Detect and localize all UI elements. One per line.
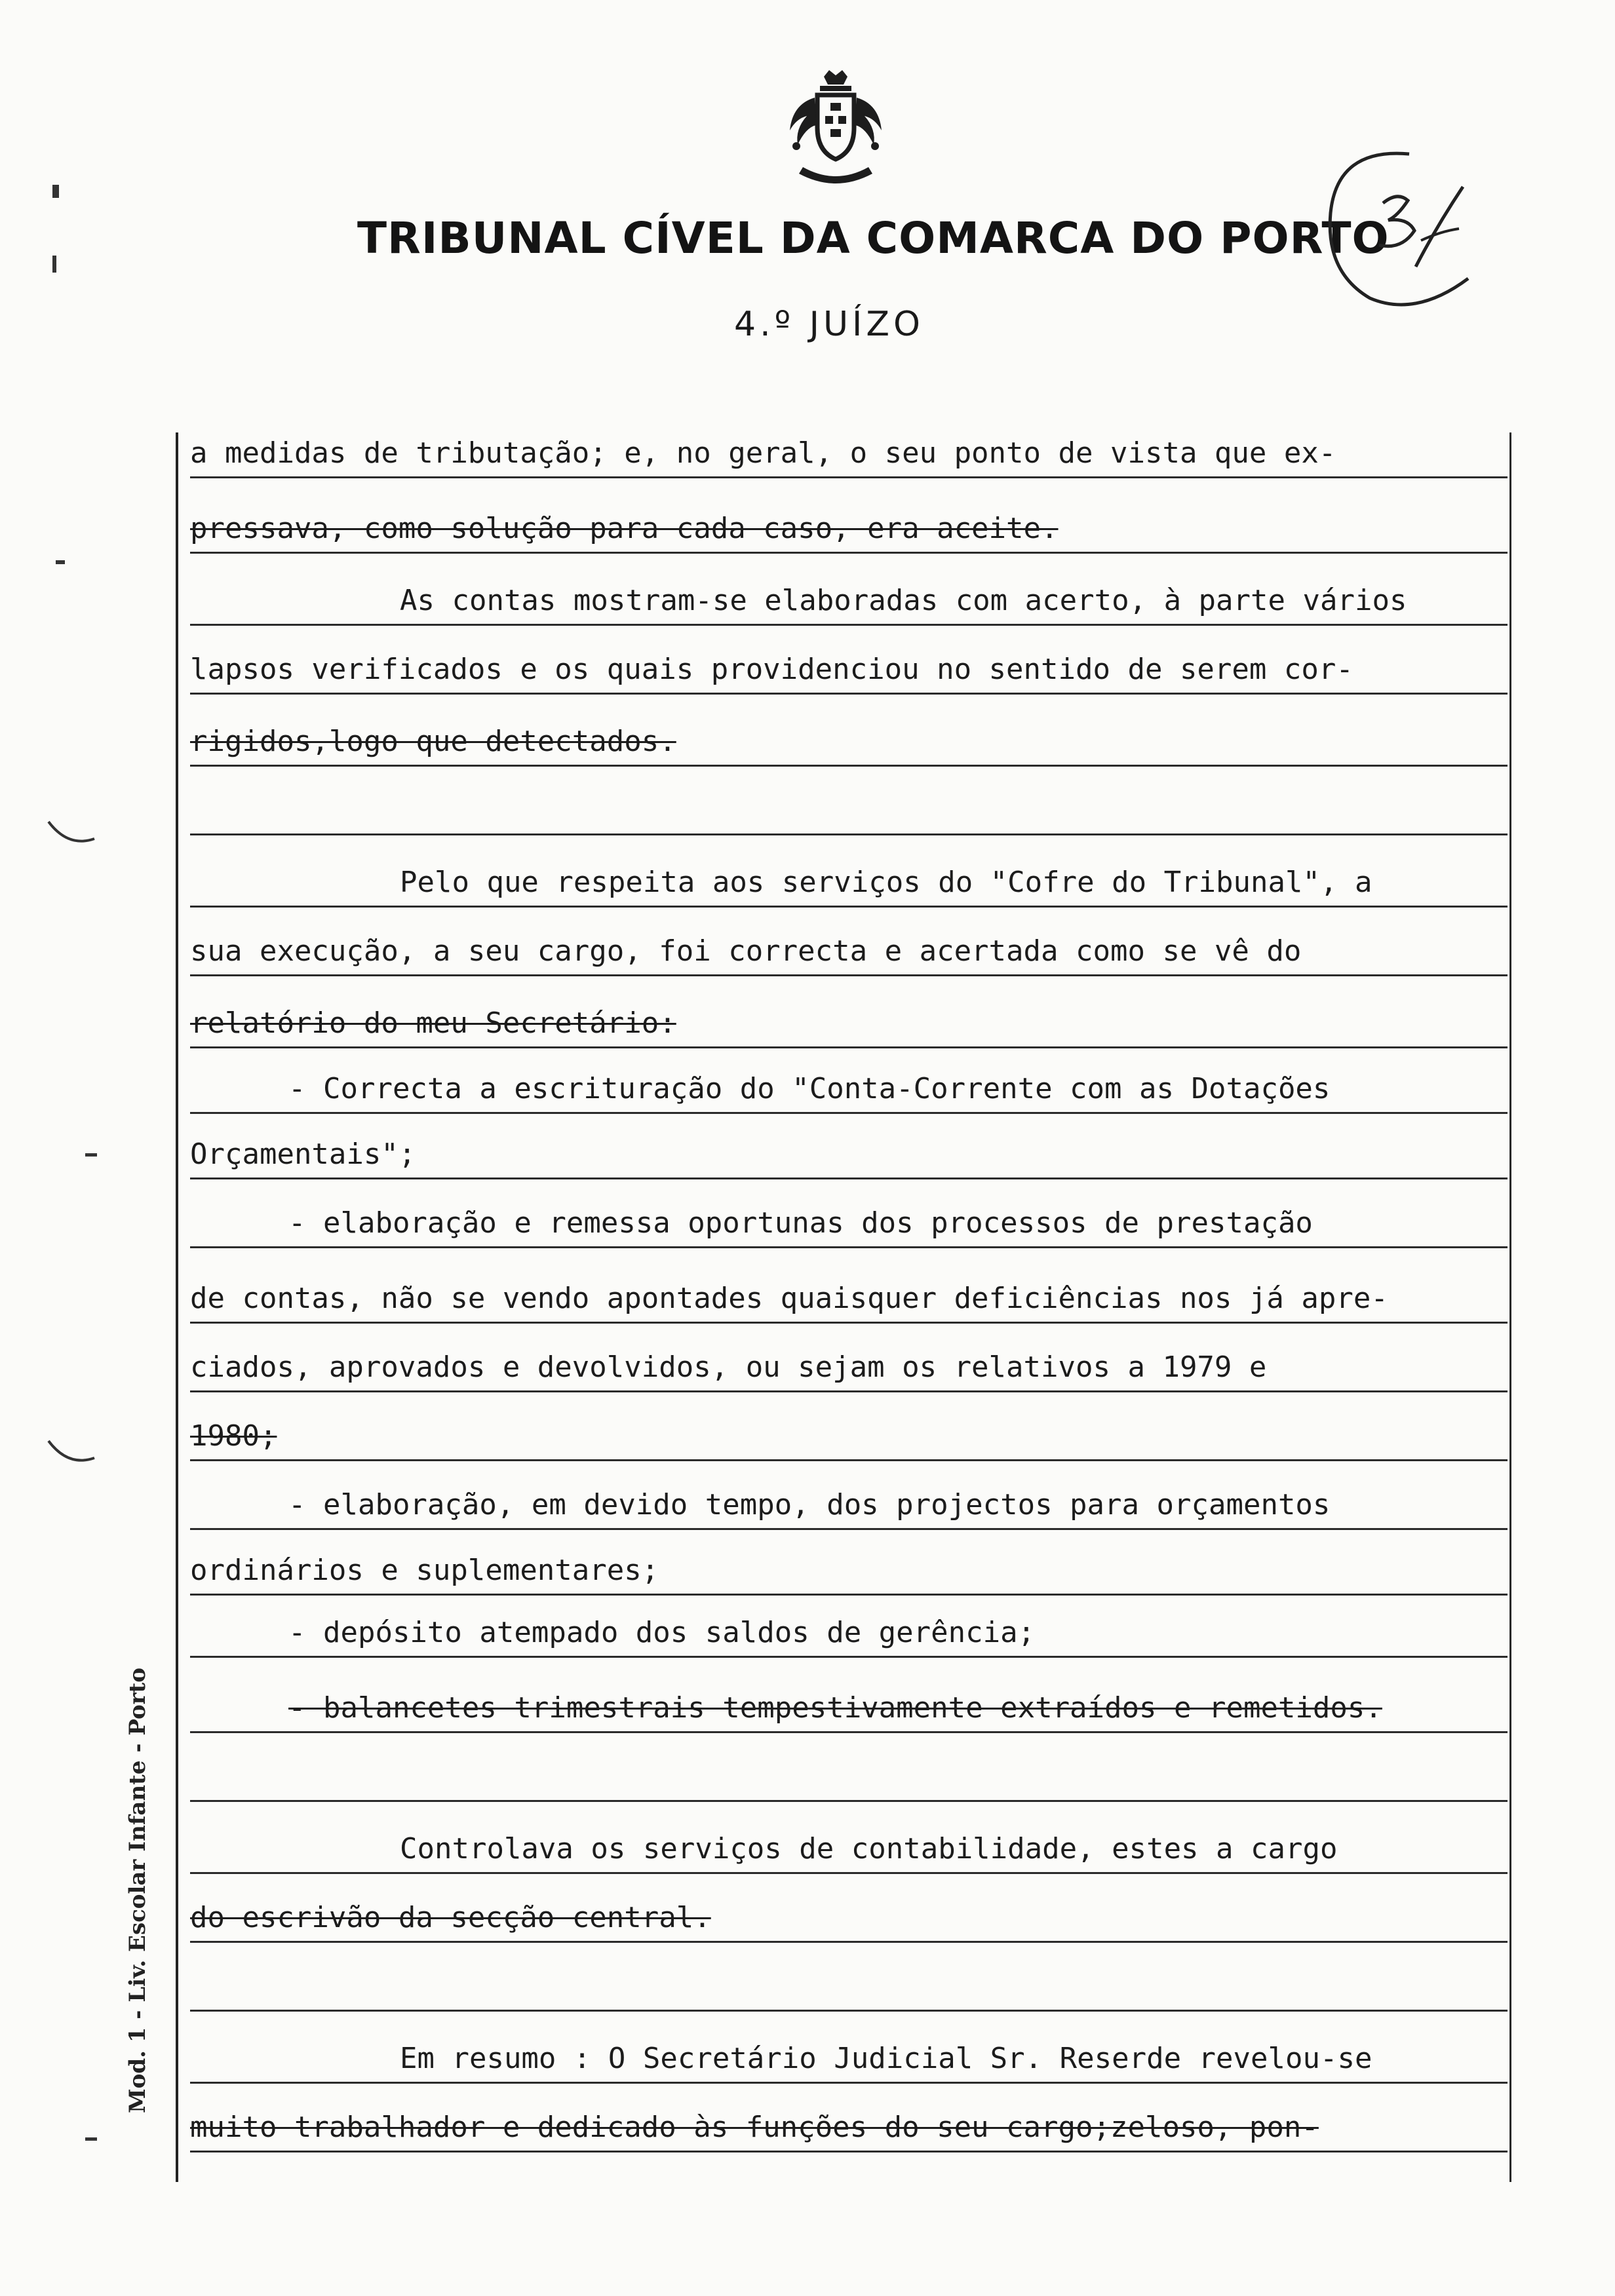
- body-line: Controlava os serviços de contabilidade, estes a cargo: [190, 1808, 1508, 1874]
- body-line: - depósito atempado dos saldos de gerência;: [190, 1592, 1508, 1658]
- body-line: lapsos verificados e os quais providenciou no sentido de serem cor-: [190, 629, 1508, 695]
- body-line: [190, 1946, 1508, 2012]
- scan-mark: [52, 185, 59, 198]
- body-line: ordinários e suplementares;: [190, 1530, 1508, 1596]
- court-name: TRIBUNAL CÍVEL DA COMARCA DO PORTO: [357, 213, 1390, 263]
- coat-of-arms-icon: [777, 69, 895, 187]
- body-line: - elaboração, em devido tempo, dos projectos para orçamentos: [190, 1464, 1508, 1530]
- left-margin-rule: [176, 432, 178, 2182]
- body-line: muito trabalhador e dedicado às funções do seu cargo;zeloso, pon-: [190, 2087, 1508, 2152]
- body-line: - Correcta a escrituração do "Conta-Corrente com as Dotações: [190, 1048, 1508, 1114]
- body-line: Orçamentais";: [190, 1114, 1508, 1179]
- scan-mark: [85, 1153, 97, 1157]
- body-line: As contas mostram-se elaboradas com acerto, à parte vários: [190, 560, 1508, 626]
- body-line: 1980;: [190, 1396, 1508, 1461]
- body-line: - elaboração e remessa oportunas dos processos de prestação: [190, 1183, 1508, 1248]
- body-line: do escrivão da secção central.: [190, 1877, 1508, 1943]
- body-line: [190, 770, 1508, 835]
- handwritten-annotation: [1311, 141, 1494, 318]
- body-line: de contas, não se vendo apontades quaisquer deficiências nos já apre-: [190, 1258, 1508, 1324]
- right-margin-rule: [1509, 432, 1511, 2182]
- scan-mark: [85, 2137, 97, 2141]
- body-line: sua execução, a seu cargo, foi correcta e acertada como se vê do: [190, 911, 1508, 976]
- body-line: Em resumo : O Secretário Judicial Sr. Reserde revelou-se: [190, 2018, 1508, 2084]
- body-line: a medidas de tributação; e, no geral, o seu ponto de vista que ex-: [190, 413, 1508, 478]
- handwritten-stamp-text: 3 /: [1312, 316, 1313, 317]
- body-line: ciados, aprovados e devolvidos, ou sejam os relativos a 1979 e: [190, 1327, 1508, 1392]
- body-line: - balancetes trimestrais tempestivamente extraídos e remetidos.: [190, 1668, 1508, 1733]
- body-line: relatório do meu Secretário:: [190, 983, 1508, 1048]
- scan-mark: [46, 819, 98, 858]
- body-line: pressava, como solução para cada caso, era aceite.: [190, 488, 1508, 554]
- body-line: rigidos,logo que detectados.: [190, 701, 1508, 767]
- body-line: [190, 1736, 1508, 1802]
- court-division: 4.º JUÍZO: [734, 305, 924, 344]
- printer-imprint: Mod. 1 - Liv. Escolar Infante - Porto: [125, 1668, 151, 2113]
- scan-mark: [56, 560, 65, 564]
- body-line: Pelo que respeita aos serviços do "Cofre do Tribunal", a: [190, 842, 1508, 908]
- scan-mark: [46, 1438, 98, 1478]
- scan-mark: [52, 256, 56, 273]
